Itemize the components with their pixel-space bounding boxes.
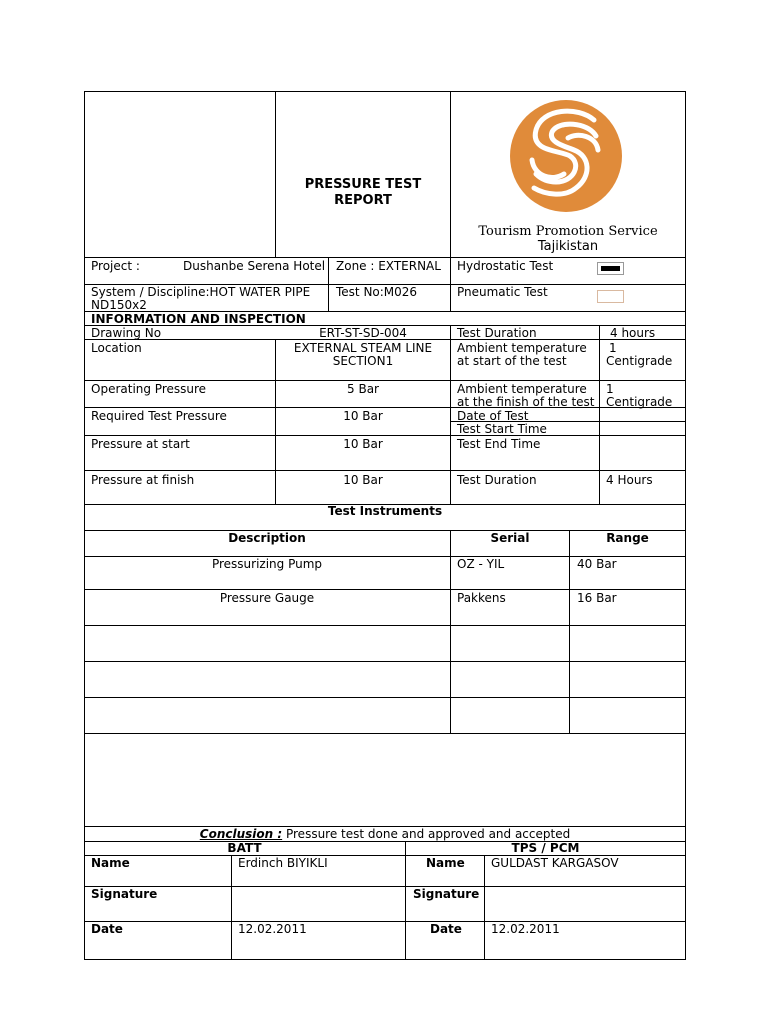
divider xyxy=(484,855,485,959)
divider xyxy=(84,661,686,662)
test-duration-value: 4 hours xyxy=(610,326,656,340)
divider xyxy=(84,380,686,381)
left-name: Erdinch BIYIKLI xyxy=(238,856,328,870)
pressure-finish-value: 10 Bar xyxy=(343,473,383,487)
divider xyxy=(84,435,686,436)
divider xyxy=(84,921,686,922)
date-of-test-label: Date of Test xyxy=(457,409,529,423)
ambient-start-value: 1 xyxy=(609,341,617,355)
report-title-line2: REPORT xyxy=(334,193,392,208)
col-range: Range xyxy=(606,531,649,545)
report-title-line1: PRESSURE TEST xyxy=(304,177,422,192)
operating-label: Operating Pressure xyxy=(91,382,207,396)
divider xyxy=(231,855,232,959)
ambient-finish-unit: Centigrade xyxy=(606,395,673,409)
end-time-label: Test End Time xyxy=(457,437,541,451)
divider xyxy=(84,625,686,626)
org-country: Tajikistan xyxy=(537,239,599,254)
ambient-finish-line1: Ambient temperature xyxy=(457,382,587,396)
divider xyxy=(84,257,686,258)
report-title xyxy=(276,177,450,209)
project-label: Project : xyxy=(91,259,140,273)
checkbox-fill xyxy=(601,266,620,271)
ambient-finish-value: 1 xyxy=(606,382,614,396)
signature-label: Signature xyxy=(91,887,158,901)
name-label: Name xyxy=(91,856,130,870)
divider xyxy=(84,589,686,590)
left-date: 12.02.2011 xyxy=(238,922,307,936)
divider xyxy=(569,530,570,733)
instrument-description: Pressurizing Pump xyxy=(211,557,323,571)
system-line2: ND150x2 xyxy=(91,298,147,312)
pressure-finish-label: Pressure at finish xyxy=(91,473,195,487)
test-number: Test No:M026 xyxy=(336,285,418,299)
location-label: Location xyxy=(91,341,142,355)
divider xyxy=(450,530,451,733)
ambient-start-line1: Ambient temperature xyxy=(457,341,587,355)
location-line1: EXTERNAL STEAM LINE xyxy=(293,341,433,355)
operating-value: 5 Bar xyxy=(347,382,379,396)
location-line2: SECTION1 xyxy=(332,354,394,368)
right-org: TPS / PCM xyxy=(511,841,580,855)
date-label: Date xyxy=(91,922,123,936)
drawing-label: Drawing No xyxy=(91,326,162,340)
pressure-start-value: 10 Bar xyxy=(343,437,383,451)
pneumatic-checkbox[interactable] xyxy=(597,290,624,303)
instruments-heading: Test Instruments xyxy=(327,504,443,518)
conclusion-row xyxy=(84,827,686,841)
drawing-value: ERT-ST-SD-004 xyxy=(319,326,407,340)
border-bottom xyxy=(84,959,686,960)
tps-logo xyxy=(508,98,624,214)
col-description: Description xyxy=(228,531,306,545)
duration2-value: 4 Hours xyxy=(606,473,653,487)
instrument-range: 16 Bar xyxy=(577,591,617,605)
required-value: 10 Bar xyxy=(343,409,383,423)
ambient-start-unit: Centigrade xyxy=(606,354,673,368)
date-label: Date xyxy=(430,922,462,936)
divider xyxy=(450,91,451,312)
system-line1: System / Discipline:HOT WATER PIPE xyxy=(91,285,311,299)
divider xyxy=(405,841,406,959)
instrument-description: Pressure Gauge xyxy=(219,591,315,605)
test-duration-label: Test Duration xyxy=(457,326,537,340)
hydrostatic-label: Hydrostatic Test xyxy=(457,259,554,273)
hydrostatic-checkbox[interactable] xyxy=(597,262,624,275)
divider xyxy=(275,91,276,258)
info-heading: INFORMATION AND INSPECTION xyxy=(91,312,306,326)
org-name: Tourism Promotion Service xyxy=(478,224,658,239)
pressure-start-label: Pressure at start xyxy=(91,437,190,451)
instrument-serial: OZ - YIL xyxy=(457,557,505,571)
conclusion-text: Pressure test done and approved and accepted xyxy=(285,827,571,841)
conclusion-label: Conclusion : xyxy=(199,827,283,841)
pneumatic-label: Pneumatic Test xyxy=(457,285,548,299)
instrument-range: 40 Bar xyxy=(577,557,617,571)
divider xyxy=(84,697,686,698)
zone-field: Zone : EXTERNAL xyxy=(336,259,441,273)
divider xyxy=(84,470,686,471)
right-name: GULDAST KARGASOV xyxy=(491,856,619,870)
divider xyxy=(84,886,686,887)
divider xyxy=(450,325,451,504)
ambient-finish-line2: at the finish of the test xyxy=(457,395,595,409)
divider xyxy=(84,733,686,734)
project-value: Dushanbe Serena Hotel xyxy=(183,259,326,273)
name-label: Name xyxy=(426,856,465,870)
duration2-label: Test Duration xyxy=(457,473,537,487)
divider xyxy=(84,407,686,408)
right-date: 12.02.2011 xyxy=(491,922,560,936)
left-org: BATT xyxy=(227,841,262,855)
signature-label: Signature xyxy=(413,887,480,901)
divider xyxy=(599,325,600,504)
ambient-start-line2: at start of the test xyxy=(457,354,567,368)
required-label: Required Test Pressure xyxy=(91,409,227,423)
border-top xyxy=(84,91,686,92)
instrument-serial: Pakkens xyxy=(457,591,506,605)
col-serial: Serial xyxy=(490,531,530,545)
start-time-label: Test Start Time xyxy=(457,422,547,436)
